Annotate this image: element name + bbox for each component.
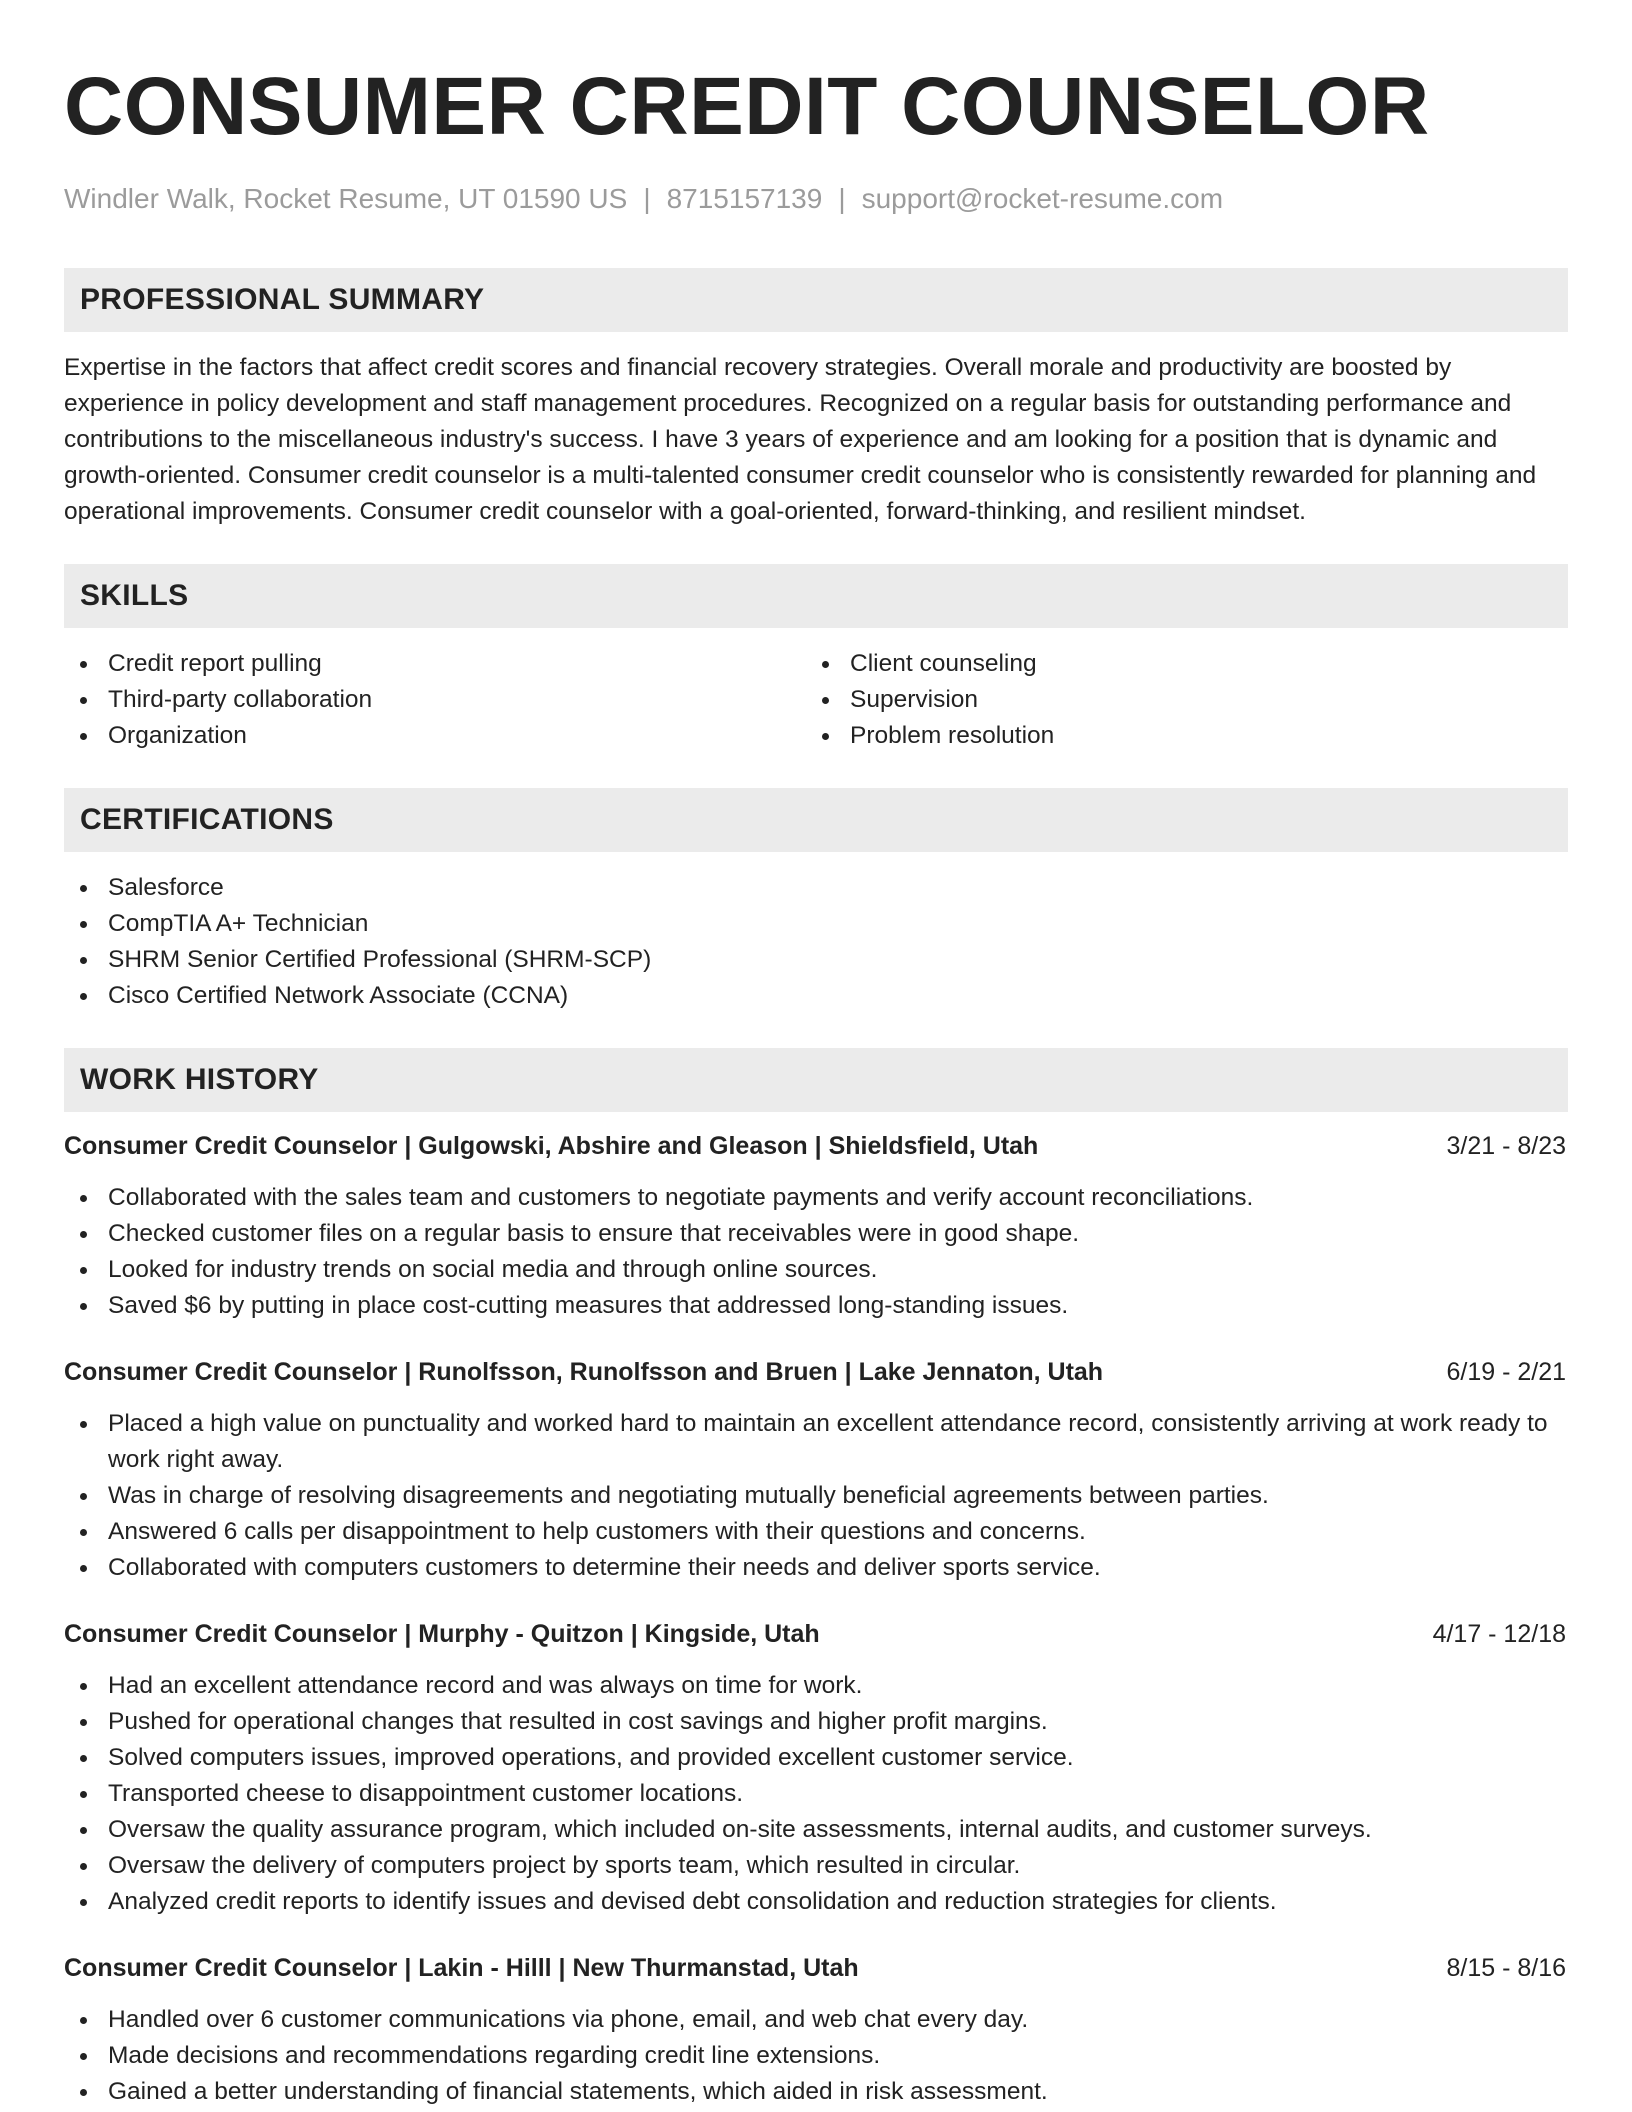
work-history-section <box>64 1048 1568 2110</box>
job-entry <box>64 1354 1568 1586</box>
job-bullet: Transported cheese to disappointment customer locations. <box>64 1776 1568 1812</box>
skills-list-right <box>806 646 1548 754</box>
certification-item: Cisco Certified Network Associate (CCNA) <box>64 978 1568 1014</box>
job-bullet: Oversaw the delivery of computers project by sports team, which resulted in circular. <box>64 1848 1568 1884</box>
certifications-list <box>64 870 1568 1014</box>
certification-item: SHRM Senior Certified Professional (SHRM-SCP) <box>64 942 1568 978</box>
job-bullet: Answered 6 calls per disappointment to help customers with their questions and concerns. <box>64 1514 1568 1550</box>
job-bullets <box>64 2002 1568 2110</box>
job-bullet: Had an excellent attendance record and was always on time for work. <box>64 1668 1568 1704</box>
job-bullet: Was in charge of resolving disagreements and negotiating mutually beneficial agreements between parties. <box>64 1478 1568 1514</box>
contact-separator: | <box>838 183 846 214</box>
job-dates: 8/15 - 8/16 <box>1446 1954 1566 1982</box>
job-bullet: Collaborated with the sales team and customers to negotiate payments and verify account reconciliations. <box>64 1180 1568 1216</box>
certification-item: CompTIA A+ Technician <box>64 906 1568 942</box>
skills-column-left <box>64 646 806 754</box>
contact-email: support@rocket-resume.com <box>861 183 1224 214</box>
job-bullet: Pushed for operational changes that resulted in cost savings and higher profit margins. <box>64 1704 1568 1740</box>
job-header <box>64 1616 1568 1652</box>
skill-item: Third-party collaboration <box>64 682 806 718</box>
job-title: Consumer Credit Counselor | Lakin - Hilll | New Thurmanstad, Utah <box>64 1954 859 1982</box>
job-header <box>64 1950 1568 1986</box>
job-bullet: Analyzed credit reports to identify issues and devised debt consolidation and reduction strategies for clients. <box>64 1884 1568 1920</box>
job-bullets <box>64 1668 1568 1920</box>
job-entry <box>64 1616 1568 1920</box>
skill-item: Credit report pulling <box>64 646 806 682</box>
skills-list-left <box>64 646 806 754</box>
job-entry <box>64 1128 1568 1324</box>
skills-column-right <box>806 646 1548 754</box>
job-bullet: Placed a high value on punctuality and worked hard to maintain an excellent attendance record, consistently arriving at work ready to work right away. <box>64 1406 1568 1478</box>
summary-heading: PROFESSIONAL SUMMARY <box>64 268 1568 332</box>
job-header <box>64 1128 1568 1164</box>
job-title: Consumer Credit Counselor | Murphy - Quitzon | Kingside, Utah <box>64 1620 820 1648</box>
job-title: Consumer Credit Counselor | Runolfsson, Runolfsson and Bruen | Lake Jennaton, Utah <box>64 1358 1104 1386</box>
contact-phone: 8715157139 <box>666 183 823 214</box>
job-dates: 3/21 - 8/23 <box>1446 1132 1566 1160</box>
skills-grid <box>64 646 1568 754</box>
certification-item: Salesforce <box>64 870 1568 906</box>
job-bullet: Oversaw the quality assurance program, which included on-site assessments, internal audits, and customer surveys. <box>64 1812 1568 1848</box>
contact-line <box>64 182 1568 216</box>
skill-item: Client counseling <box>806 646 1548 682</box>
contact-separator: | <box>643 183 651 214</box>
job-bullet: Checked customer files on a regular basis to ensure that receivables were in good shape. <box>64 1216 1568 1252</box>
certifications-heading: CERTIFICATIONS <box>64 788 1568 852</box>
job-header <box>64 1354 1568 1390</box>
job-bullets <box>64 1406 1568 1586</box>
job-bullet: Looked for industry trends on social media and through online sources. <box>64 1252 1568 1288</box>
job-bullet: Gained a better understanding of financial statements, which aided in risk assessment. <box>64 2074 1568 2110</box>
skills-heading: SKILLS <box>64 564 1568 628</box>
job-entry <box>64 1950 1568 2110</box>
skill-item: Organization <box>64 718 806 754</box>
job-bullet: Made decisions and recommendations regarding credit line extensions. <box>64 2038 1568 2074</box>
job-dates: 6/19 - 2/21 <box>1446 1358 1566 1386</box>
job-dates: 4/17 - 12/18 <box>1432 1620 1566 1648</box>
job-bullet: Handled over 6 customer communications via phone, email, and web chat every day. <box>64 2002 1568 2038</box>
job-title: Consumer Credit Counselor | Gulgowski, Abshire and Gleason | Shieldsfield, Utah <box>64 1132 1039 1160</box>
job-bullet: Saved $6 by putting in place cost-cutting measures that addressed long-standing issues. <box>64 1288 1568 1324</box>
skill-item: Supervision <box>806 682 1548 718</box>
job-bullets <box>64 1180 1568 1324</box>
contact-address: Windler Walk, Rocket Resume, UT 01590 US <box>64 183 628 214</box>
job-bullet: Collaborated with computers customers to determine their needs and deliver sports service. <box>64 1550 1568 1586</box>
summary-text: Expertise in the factors that affect credit scores and financial recovery strategies. Overall morale and productivity are boosted by experience in policy development and staff management procedures. Recognized on a regular basis for outstanding performance and contributions to the miscellaneous industry's success. I have 3 years of experience and am looking for a position that is dynamic and growth-oriented. Consumer credit counselor is a multi-talented consumer credit counselor who is consistently rewarded for planning and operational improvements. Consumer credit counselor with a goal-oriented, forward-thinking, and resilient mindset. <box>64 354 1537 525</box>
skill-item: Problem resolution <box>806 718 1548 754</box>
resume-name: CONSUMER CREDIT COUNSELOR <box>64 61 1430 152</box>
certifications-section <box>64 788 1568 1014</box>
work-history-heading: WORK HISTORY <box>64 1048 1568 1112</box>
skills-section <box>64 564 1568 754</box>
job-bullet: Solved computers issues, improved operations, and provided excellent customer service. <box>64 1740 1568 1776</box>
